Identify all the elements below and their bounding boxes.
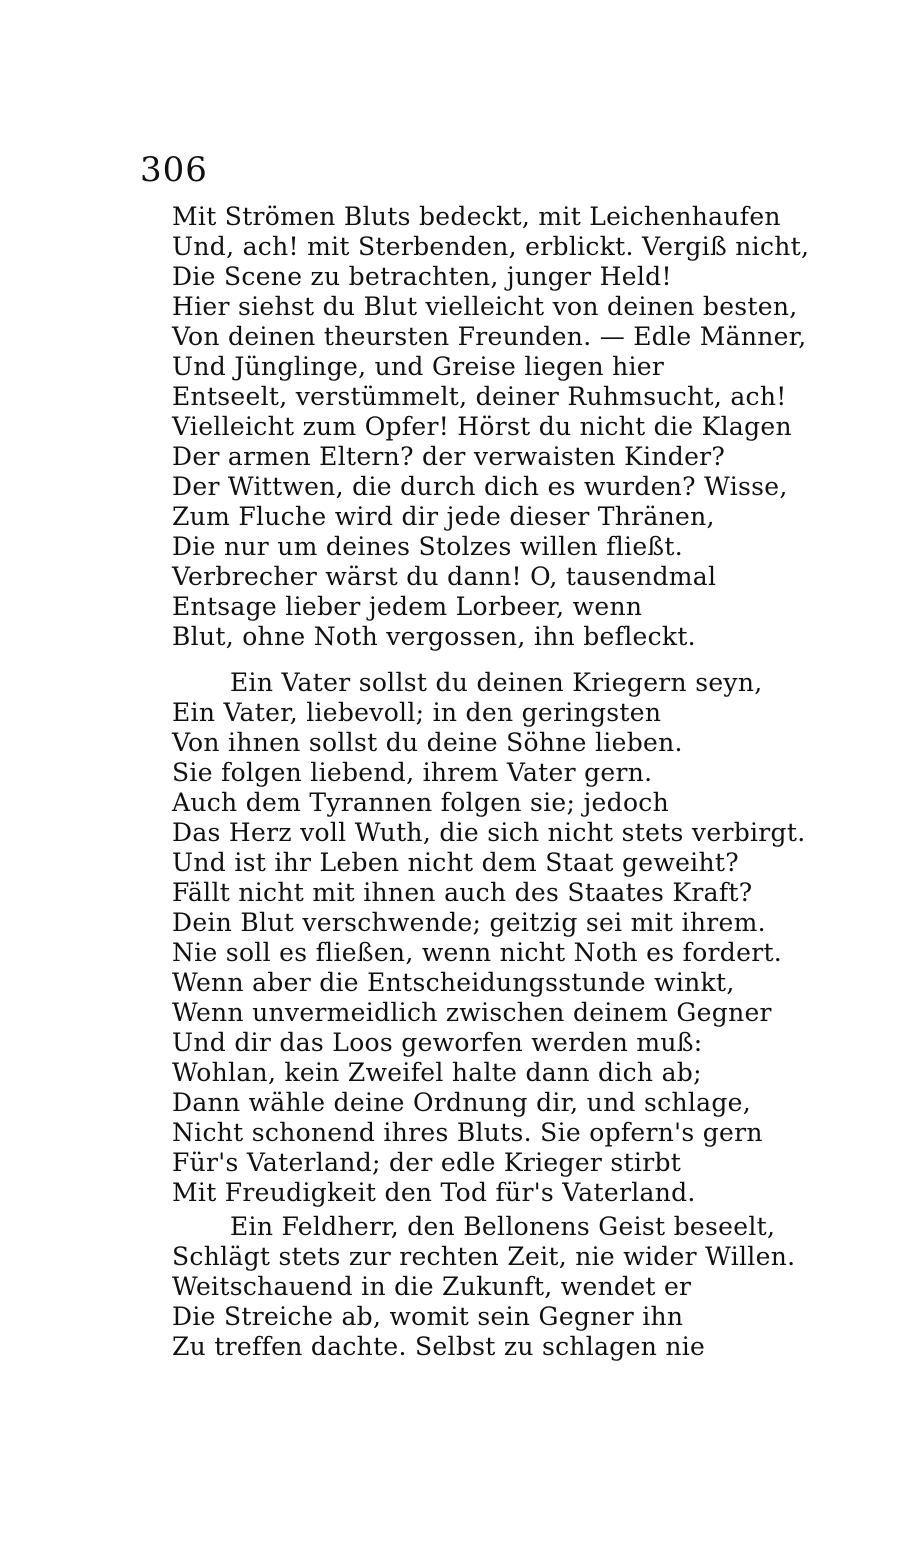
verse-line: Zum Fluche wird dir jede dieser Thränen, (172, 502, 715, 531)
verse-line: Wenn aber die Entscheidungsstunde winkt, (172, 968, 735, 997)
verse-line: Schlägt stets zur rechten Zeit, nie wider Willen. (172, 1242, 796, 1271)
verse-line: Dein Blut verschwende; geitzig sei mit ihrem. (172, 908, 766, 937)
verse-line: Ein Feldherr, den Bellonens Geist beseelt, (230, 1212, 776, 1241)
stanza-3 (172, 1212, 812, 1362)
verse-line: Dann wähle deine Ordnung dir, und schlage, (172, 1088, 752, 1117)
verse-line: Entsage lieber jedem Lorbeer, wenn (172, 592, 643, 621)
verse-line: Wohlan, kein Zweifel halte dann dich ab; (172, 1058, 702, 1087)
verse-line: Die nur um deines Stolzes willen fließt. (172, 532, 684, 561)
verse-line: Ein Vater sollst du deinen Kriegern seyn, (230, 668, 763, 697)
verse-line: Hier siehst du Blut vielleicht von deinen besten, (172, 292, 798, 321)
verse-line: Nicht schonend ihres Bluts. Sie opfern's gern (172, 1118, 763, 1147)
verse-line: Mit Freudigkeit den Tod für's Vaterland. (172, 1178, 696, 1207)
page-number: 306 (140, 150, 208, 190)
stanza-1 (172, 202, 812, 652)
verse-line: Von deinen theursten Freunden. — Edle Männer, (172, 322, 807, 351)
verse-line: Mit Strömen Bluts bedeckt, mit Leichenhaufen (172, 202, 781, 231)
verse-line: Und, ach! mit Sterbenden, erblickt. Vergiß nicht, (172, 232, 810, 261)
stanza-2 (172, 668, 812, 1208)
verse-line: Der armen Eltern? der verwaisten Kinder? (172, 442, 726, 471)
verse-line: Das Herz voll Wuth, die sich nicht stets verbirgt. (172, 818, 806, 847)
verse-line: Von ihnen sollst du deine Söhne lieben. (172, 728, 683, 757)
verse-line: Blut, ohne Noth vergossen, ihn befleckt. (172, 622, 696, 651)
verse-line: Und dir das Loos geworfen werden muß: (172, 1028, 703, 1057)
verse-line: Zu treffen dachte. Selbst zu schlagen nie (172, 1332, 706, 1361)
verse-line: Entseelt, verstümmelt, deiner Ruhmsucht, ach! (172, 382, 787, 411)
verse-line: Die Streiche ab, womit sein Gegner ihn (172, 1302, 684, 1331)
verse-line: Sie folgen liebend, ihrem Vater gern. (172, 758, 653, 787)
verse-line: Für's Vaterland; der edle Krieger stirbt (172, 1148, 682, 1177)
verse-line: Vielleicht zum Opfer! Hörst du nicht die Klagen (172, 412, 792, 441)
verse-line: Der Wittwen, die durch dich es wurden? Wisse, (172, 472, 788, 501)
verse-line: Fällt nicht mit ihnen auch des Staates Kraft? (172, 878, 753, 907)
verse-line: Und ist ihr Leben nicht dem Staat geweiht? (172, 848, 739, 877)
verse-line: Ein Vater, liebevoll; in den geringsten (172, 698, 662, 727)
verse-line: Wenn unvermeidlich zwischen deinem Gegner (172, 998, 772, 1027)
verse-line: Verbrecher wärst du dann! O, tausendmal (172, 562, 717, 591)
verse-line: Die Scene zu betrachten, junger Held! (172, 262, 672, 291)
verse-line: Auch dem Tyrannen folgen sie; jedoch (172, 788, 669, 817)
verse-line: Und Jünglinge, und Greise liegen hier (172, 352, 665, 381)
verse-line: Weitschauend in die Zukunft, wendet er (172, 1272, 692, 1301)
verse-line: Nie soll es fließen, wenn nicht Noth es fordert. (172, 938, 783, 967)
